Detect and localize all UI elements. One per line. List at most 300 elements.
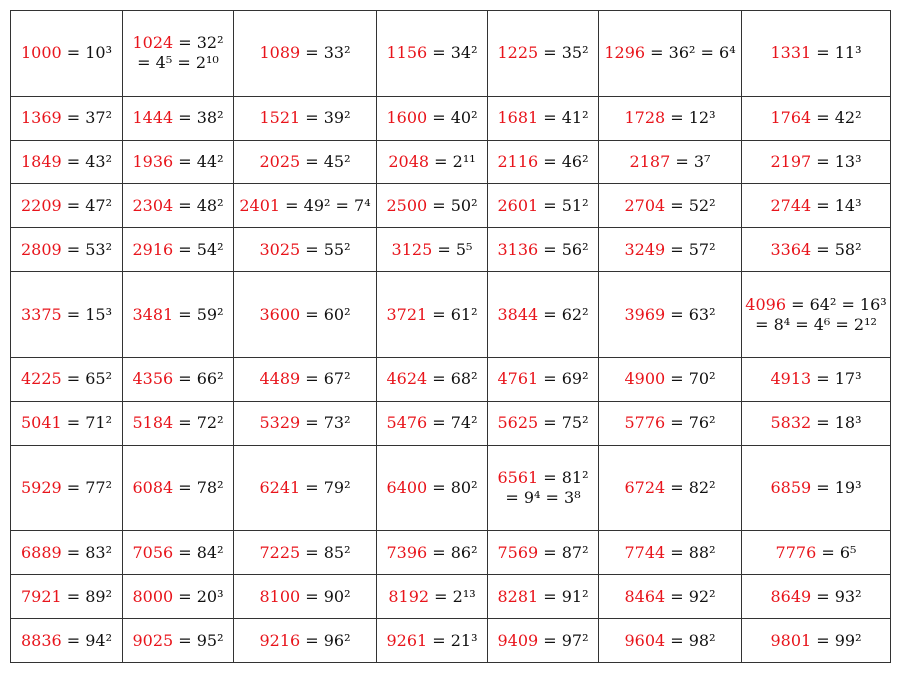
table-cell	[11, 272, 123, 358]
power-expression: = 17³	[811, 369, 862, 389]
table-cell	[234, 96, 377, 140]
power-number: 2304	[132, 195, 174, 215]
table-cell	[11, 11, 123, 97]
power-number: 5776	[624, 413, 666, 433]
table-cell	[234, 11, 377, 97]
power-number: 9801	[770, 630, 812, 650]
power-expression: = 49² = 7⁴	[280, 195, 371, 215]
power-expression: = 70²	[665, 369, 716, 389]
power-expression: = 81²	[538, 467, 589, 487]
power-number: 3721	[386, 304, 428, 324]
power-number: 4900	[624, 369, 666, 389]
cell-first-line	[236, 196, 374, 216]
table-cell	[123, 619, 234, 663]
power-expression: = 97²	[538, 630, 589, 650]
cell-first-line	[125, 240, 231, 260]
power-expression: = 55²	[300, 239, 351, 259]
table-row	[11, 357, 891, 401]
power-expression: = 91²	[538, 586, 589, 606]
table-cell	[488, 445, 599, 531]
cell-first-line	[601, 108, 739, 128]
power-expression: = 18³	[811, 413, 862, 433]
table-cell	[234, 401, 377, 445]
power-number: 2809	[20, 239, 62, 259]
table-cell	[742, 228, 891, 272]
power-expression: = 85²	[300, 542, 351, 562]
table-cell	[599, 228, 742, 272]
power-number: 6889	[20, 542, 62, 562]
power-expression: = 45²	[300, 151, 351, 171]
cell-first-line	[236, 305, 374, 325]
table-cell	[234, 184, 377, 228]
power-expression: = 78²	[173, 477, 224, 497]
table-row	[11, 531, 891, 575]
power-number: 9261	[386, 630, 428, 650]
cell-first-line	[125, 369, 231, 389]
power-number: 6084	[132, 477, 174, 497]
table-cell	[742, 140, 891, 184]
power-number: 1225	[497, 43, 539, 63]
table-cell	[488, 140, 599, 184]
table-cell	[11, 619, 123, 663]
power-expression: = 8⁴ = 4⁶ = 2¹²	[755, 314, 877, 334]
power-expression: = 65²	[61, 369, 113, 389]
power-expression: = 9⁴ = 3⁸	[505, 487, 581, 507]
power-number: 5041	[20, 413, 62, 433]
cell-first-line	[125, 413, 231, 433]
table-row	[11, 184, 891, 228]
cell-first-line	[13, 108, 120, 128]
power-number: 2209	[20, 195, 62, 215]
table-cell	[742, 401, 891, 445]
power-number: 2916	[132, 239, 174, 259]
power-number: 2048	[388, 151, 430, 171]
table-cell	[377, 11, 488, 97]
cell-first-line	[744, 413, 888, 433]
cell-first-line	[13, 478, 120, 498]
cell-first-line	[125, 33, 231, 53]
power-number: 6241	[259, 477, 301, 497]
table-cell	[11, 401, 123, 445]
table-cell	[234, 140, 377, 184]
cell-first-line	[236, 108, 374, 128]
power-number: 7056	[132, 542, 174, 562]
cell-first-line	[236, 543, 374, 563]
power-number: 5184	[132, 413, 174, 433]
power-expression: = 6⁵	[816, 542, 857, 562]
power-expression: = 86²	[427, 542, 478, 562]
cell-first-line	[744, 478, 888, 498]
power-number: 9025	[132, 630, 174, 650]
power-expression: = 44²	[173, 151, 224, 171]
power-number: 2401	[239, 195, 281, 215]
power-expression: = 75²	[538, 413, 589, 433]
table-cell	[123, 140, 234, 184]
power-expression: = 84²	[173, 542, 224, 562]
table-cell	[742, 575, 891, 619]
cell-first-line	[601, 631, 739, 651]
cell-first-line	[236, 413, 374, 433]
power-expression: = 72²	[173, 413, 224, 433]
power-number: 5832	[770, 413, 812, 433]
power-number: 6859	[770, 477, 812, 497]
power-number: 5929	[20, 477, 62, 497]
power-number: 7569	[497, 542, 539, 562]
cell-first-line	[13, 152, 120, 172]
power-number: 1600	[386, 108, 428, 128]
power-number: 2197	[770, 151, 812, 171]
power-number: 9216	[259, 630, 301, 650]
cell-first-line	[13, 413, 120, 433]
cell-first-line	[236, 240, 374, 260]
power-number: 4356	[132, 369, 174, 389]
cell-first-line	[379, 543, 485, 563]
power-number: 7225	[259, 542, 301, 562]
power-expression: = 69²	[538, 369, 589, 389]
table-cell	[377, 228, 488, 272]
power-number: 8000	[132, 586, 174, 606]
table-cell	[599, 357, 742, 401]
power-number: 1331	[770, 43, 812, 63]
cell-first-line	[13, 369, 120, 389]
cell-first-line	[236, 43, 374, 63]
power-number: 8836	[20, 630, 62, 650]
power-expression: = 46²	[538, 151, 589, 171]
power-expression: = 53²	[61, 239, 113, 259]
power-expression: = 4⁵ = 2¹⁰	[137, 53, 219, 73]
table-cell	[488, 11, 599, 97]
table-cell	[599, 11, 742, 97]
cell-first-line	[125, 305, 231, 325]
power-expression: = 68²	[427, 369, 478, 389]
cell-first-line	[490, 305, 596, 325]
table-cell	[599, 445, 742, 531]
power-expression: = 93²	[811, 586, 862, 606]
power-expression: = 94²	[61, 630, 113, 650]
table-cell	[742, 96, 891, 140]
power-number: 2187	[629, 151, 671, 171]
cell-first-line	[379, 369, 485, 389]
power-expression: = 11³	[811, 43, 862, 63]
table-cell	[599, 401, 742, 445]
power-number: 6400	[386, 477, 428, 497]
power-expression: = 43²	[61, 151, 113, 171]
power-number: 4225	[20, 369, 62, 389]
table-cell	[11, 228, 123, 272]
power-expression: = 54²	[173, 239, 224, 259]
power-number: 1369	[20, 108, 62, 128]
table-cell	[123, 531, 234, 575]
power-expression: = 59²	[173, 304, 224, 324]
power-number: 9409	[497, 630, 539, 650]
table-cell	[234, 531, 377, 575]
power-number: 5329	[259, 413, 301, 433]
cell-first-line	[490, 43, 596, 63]
power-expression: = 48²	[173, 195, 224, 215]
table-row	[11, 619, 891, 663]
cell-first-line	[744, 295, 888, 315]
cell-first-line	[490, 108, 596, 128]
power-number: 3025	[259, 239, 301, 259]
table-cell	[377, 531, 488, 575]
power-expression: = 52²	[665, 195, 716, 215]
cell-first-line	[744, 587, 888, 607]
table-cell	[377, 184, 488, 228]
cell-first-line	[744, 152, 888, 172]
cell-first-line	[13, 587, 120, 607]
table-cell	[599, 96, 742, 140]
table-cell	[742, 357, 891, 401]
table-cell	[377, 619, 488, 663]
cell-first-line	[601, 240, 739, 260]
power-expression: = 83²	[61, 542, 113, 562]
power-number: 1444	[132, 108, 174, 128]
power-expression: = 79²	[300, 477, 351, 497]
cell-first-line	[490, 413, 596, 433]
power-expression: = 90²	[300, 586, 351, 606]
power-expression: = 66²	[173, 369, 224, 389]
cell-first-line	[601, 543, 739, 563]
cell-first-line	[236, 631, 374, 651]
power-expression: = 63²	[665, 304, 716, 324]
cell-first-line	[125, 631, 231, 651]
table-cell	[11, 357, 123, 401]
power-expression: = 58²	[811, 239, 862, 259]
cell-first-line	[379, 631, 485, 651]
power-number: 3364	[770, 239, 812, 259]
cell-first-line	[601, 305, 739, 325]
power-expression: = 39²	[300, 108, 351, 128]
power-expression: = 95²	[173, 630, 224, 650]
power-number: 8281	[497, 586, 539, 606]
power-expression: = 56²	[538, 239, 589, 259]
table-cell	[377, 445, 488, 531]
power-expression: = 88²	[665, 542, 716, 562]
power-number: 3125	[391, 239, 433, 259]
power-expression: = 73²	[300, 413, 351, 433]
cell-first-line	[236, 478, 374, 498]
cell-first-line	[601, 413, 739, 433]
table-cell	[123, 575, 234, 619]
table-cell	[488, 272, 599, 358]
power-number: 3481	[132, 304, 174, 324]
table-cell	[377, 272, 488, 358]
cell-first-line	[490, 468, 596, 488]
power-number: 8192	[388, 586, 430, 606]
power-number: 3375	[20, 304, 62, 324]
cell-first-line	[490, 543, 596, 563]
power-number: 7776	[775, 542, 817, 562]
table-cell	[377, 96, 488, 140]
table-cell	[377, 357, 488, 401]
table-cell	[488, 357, 599, 401]
cell-first-line	[490, 587, 596, 607]
cell-continuation-line	[125, 53, 231, 73]
table-cell	[599, 140, 742, 184]
table-cell	[599, 575, 742, 619]
power-expression: = 15³	[61, 304, 113, 324]
cell-first-line	[490, 152, 596, 172]
cell-first-line	[13, 43, 120, 63]
power-number: 2500	[386, 195, 428, 215]
power-number: 3600	[259, 304, 301, 324]
table-cell	[488, 96, 599, 140]
table-row	[11, 11, 891, 97]
power-expression: = 38²	[173, 108, 224, 128]
power-expression: = 19³	[811, 477, 862, 497]
power-number: 3969	[624, 304, 666, 324]
cell-continuation-line	[490, 488, 596, 508]
cell-first-line	[379, 152, 485, 172]
cell-first-line	[744, 240, 888, 260]
power-number: 1681	[497, 108, 539, 128]
power-number: 3249	[624, 239, 666, 259]
table-cell	[599, 619, 742, 663]
table-cell	[742, 619, 891, 663]
power-expression: = 89²	[61, 586, 113, 606]
power-number: 6724	[624, 477, 666, 497]
cell-first-line	[13, 240, 120, 260]
power-number: 5476	[386, 413, 428, 433]
power-number: 1936	[132, 151, 174, 171]
power-number: 1296	[604, 43, 646, 63]
power-expression: = 96²	[300, 630, 351, 650]
power-expression: = 37²	[61, 108, 113, 128]
table-cell	[234, 357, 377, 401]
power-expression: = 57²	[665, 239, 716, 259]
cell-first-line	[125, 108, 231, 128]
power-expression: = 77²	[61, 477, 113, 497]
cell-first-line	[125, 543, 231, 563]
power-expression: = 2¹¹	[429, 151, 476, 171]
table-cell	[123, 228, 234, 272]
cell-first-line	[601, 43, 739, 63]
table-body	[11, 11, 891, 663]
cell-first-line	[13, 305, 120, 325]
table-cell	[234, 619, 377, 663]
power-number: 2744	[770, 195, 812, 215]
powers-table	[10, 10, 891, 663]
power-number: 3136	[497, 239, 539, 259]
power-expression: = 76²	[665, 413, 716, 433]
cell-first-line	[125, 152, 231, 172]
table-cell	[599, 272, 742, 358]
power-number: 5625	[497, 413, 539, 433]
power-expression: = 40²	[427, 108, 478, 128]
table-cell	[123, 184, 234, 228]
power-number: 8100	[259, 586, 301, 606]
power-expression: = 64² = 16³	[786, 294, 887, 314]
power-expression: = 51²	[538, 195, 589, 215]
table-cell	[123, 11, 234, 97]
cell-first-line	[490, 240, 596, 260]
table-cell	[377, 140, 488, 184]
cell-first-line	[744, 196, 888, 216]
cell-first-line	[379, 305, 485, 325]
power-expression: = 33²	[300, 43, 351, 63]
table-cell	[123, 401, 234, 445]
power-expression: = 34²	[427, 43, 478, 63]
power-number: 7921	[20, 586, 62, 606]
cell-first-line	[13, 543, 120, 563]
table-cell	[234, 445, 377, 531]
power-expression: = 5⁵	[432, 239, 473, 259]
table-cell	[123, 357, 234, 401]
power-expression: = 32²	[173, 33, 224, 53]
power-number: 1024	[132, 33, 174, 53]
cell-first-line	[379, 108, 485, 128]
power-number: 7744	[624, 542, 666, 562]
power-number: 4624	[386, 369, 428, 389]
table-cell	[742, 531, 891, 575]
power-expression: = 60²	[300, 304, 351, 324]
cell-first-line	[601, 369, 739, 389]
power-expression: = 92²	[665, 586, 716, 606]
power-number: 8464	[624, 586, 666, 606]
power-expression: = 2¹³	[429, 586, 476, 606]
power-number: 2704	[624, 195, 666, 215]
power-expression: = 10³	[61, 43, 113, 63]
table-cell	[488, 575, 599, 619]
power-number: 8649	[770, 586, 812, 606]
table-cell	[234, 272, 377, 358]
cell-first-line	[13, 631, 120, 651]
power-expression: = 12³	[665, 108, 716, 128]
power-number: 2025	[259, 151, 301, 171]
cell-first-line	[601, 587, 739, 607]
cell-first-line	[744, 369, 888, 389]
table-row	[11, 140, 891, 184]
cell-first-line	[125, 478, 231, 498]
cell-continuation-line	[744, 315, 888, 335]
table-row	[11, 272, 891, 358]
power-expression: = 3⁷	[670, 151, 711, 171]
power-number: 1764	[770, 108, 812, 128]
power-number: 4761	[497, 369, 539, 389]
power-expression: = 35²	[538, 43, 589, 63]
table-cell	[742, 11, 891, 97]
cell-first-line	[744, 543, 888, 563]
table-cell	[488, 228, 599, 272]
cell-first-line	[744, 43, 888, 63]
table-cell	[742, 184, 891, 228]
table-cell	[11, 140, 123, 184]
table-cell	[377, 575, 488, 619]
power-expression: = 50²	[427, 195, 478, 215]
table-cell	[599, 184, 742, 228]
cell-first-line	[601, 196, 739, 216]
cell-first-line	[236, 152, 374, 172]
table-row	[11, 575, 891, 619]
power-expression: = 74²	[427, 413, 478, 433]
powers-table-container	[10, 10, 890, 663]
power-expression: = 20³	[173, 586, 224, 606]
power-expression: = 61²	[427, 304, 478, 324]
power-number: 7396	[386, 542, 428, 562]
power-number: 2601	[497, 195, 539, 215]
power-expression: = 47²	[61, 195, 113, 215]
table-cell	[11, 575, 123, 619]
table-cell	[377, 401, 488, 445]
power-expression: = 71²	[61, 413, 113, 433]
table-cell	[488, 619, 599, 663]
power-expression: = 41²	[538, 108, 589, 128]
power-number: 1728	[624, 108, 666, 128]
power-number: 1000	[20, 43, 62, 63]
power-number: 9604	[624, 630, 666, 650]
table-row	[11, 228, 891, 272]
power-expression: = 13³	[811, 151, 862, 171]
